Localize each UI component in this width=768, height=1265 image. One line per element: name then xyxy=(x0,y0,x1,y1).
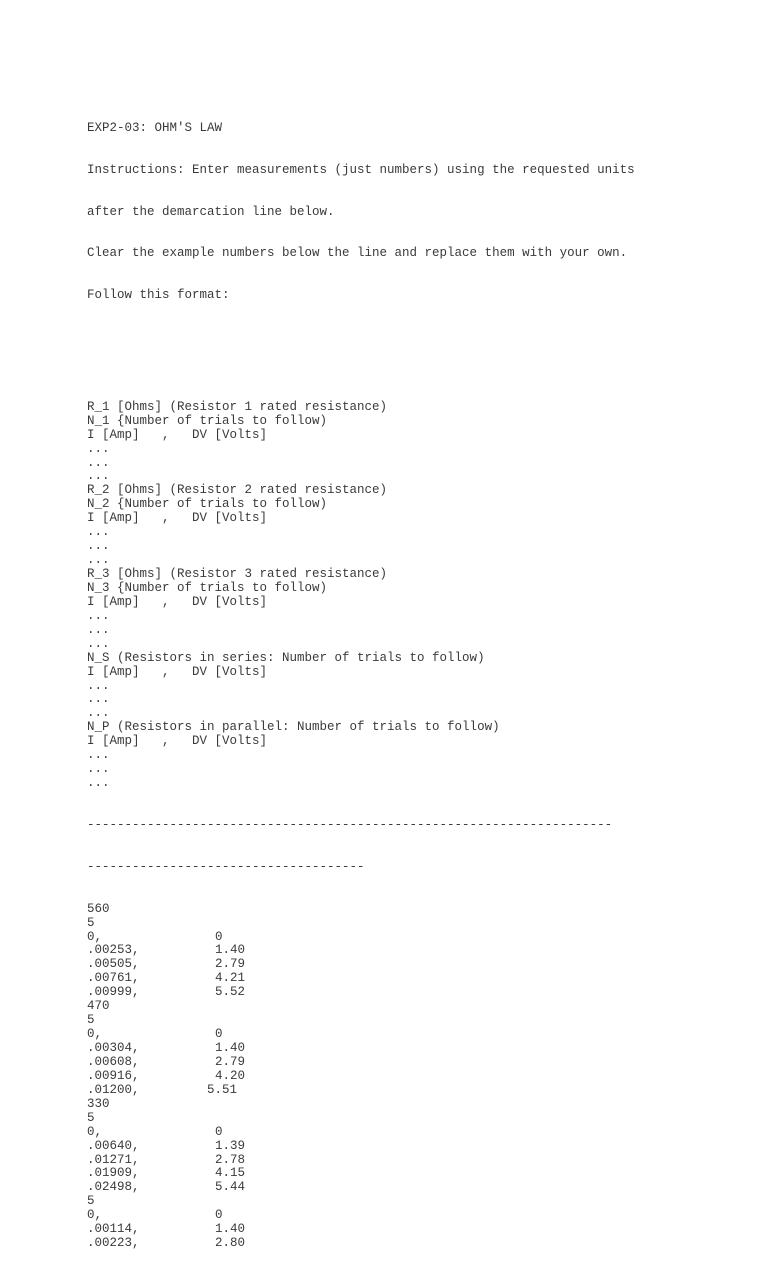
data-row xyxy=(87,1084,727,1098)
data-row xyxy=(87,917,727,931)
voltage-value: 4.15 xyxy=(215,1166,246,1181)
data-row xyxy=(87,1056,727,1070)
data-row xyxy=(87,903,727,917)
instructions-line: Instructions: Enter measurements (just numbers) using the requested units xyxy=(87,162,635,177)
current-value: .02498, xyxy=(87,1180,140,1195)
voltage-value: 0 xyxy=(215,1124,223,1139)
format-line: ... xyxy=(87,539,110,554)
current-value: 0, xyxy=(87,1124,103,1139)
data-row xyxy=(87,958,727,972)
current-value: .00304, xyxy=(87,1041,140,1055)
instructions-line: Clear the example numbers below the line and replace them with your own. xyxy=(87,246,628,261)
current-value: 5 xyxy=(87,1013,95,1028)
current-value: .00505, xyxy=(87,957,140,972)
voltage-value: 0 xyxy=(215,929,223,944)
format-spec xyxy=(87,401,727,791)
current-value: .00999, xyxy=(87,985,140,1000)
document-body xyxy=(87,66,727,1265)
current-value: .01271, xyxy=(87,1152,140,1167)
data-row xyxy=(87,1167,727,1181)
data-row xyxy=(87,1126,727,1140)
voltage-value: 0 xyxy=(215,1027,223,1042)
separator-line: ---------------------------------------------------------------------- xyxy=(87,817,613,832)
data-row xyxy=(87,1209,727,1223)
format-line: ... xyxy=(87,762,110,777)
format-line: N_2 {Number of trials to follow) xyxy=(87,497,328,512)
voltage-value: 5.51 xyxy=(207,1082,238,1097)
voltage-value: 1.40 xyxy=(215,1222,246,1237)
instructions-line: Follow this format: xyxy=(87,288,230,303)
data-row xyxy=(87,1181,727,1195)
data-row xyxy=(87,1070,727,1084)
voltage-value: 1.39 xyxy=(215,1138,246,1153)
data-row xyxy=(87,1112,727,1126)
current-value: .00916, xyxy=(87,1068,140,1083)
document-title: EXP2-03: OHM'S LAW xyxy=(87,120,223,135)
current-value: .01909, xyxy=(87,1166,140,1181)
blank-line xyxy=(87,359,727,373)
current-value: 0, xyxy=(87,1208,103,1223)
format-line: I [Amp] , DV [Volts] xyxy=(87,511,268,526)
format-line: I [Amp] , DV [Volts] xyxy=(87,664,268,679)
voltage-value: 5.52 xyxy=(215,985,246,1000)
format-line: ... xyxy=(87,441,110,456)
current-value: .00223, xyxy=(87,1236,140,1251)
data-row xyxy=(87,972,727,986)
current-value: 470 xyxy=(87,999,110,1014)
format-line: R_1 [Ohms] (Resistor 1 rated resistance) xyxy=(87,399,388,414)
format-line: N_1 {Number of trials to follow) xyxy=(87,413,328,428)
format-line: ... xyxy=(87,622,110,637)
instructions-header xyxy=(87,94,727,331)
data-row xyxy=(87,1042,727,1056)
current-value: 0, xyxy=(87,929,103,944)
format-line: N_P (Resistors in parallel: Number of trials to follow) xyxy=(87,720,500,735)
format-line: ... xyxy=(87,525,110,540)
data-row xyxy=(87,1154,727,1168)
instructions-line: after the demarcation line below. xyxy=(87,204,335,219)
current-value: 5 xyxy=(87,1110,95,1125)
format-line: I [Amp] , DV [Volts] xyxy=(87,427,268,442)
data-row xyxy=(87,944,727,958)
format-line: ... xyxy=(87,553,110,568)
voltage-value: 2.78 xyxy=(215,1152,246,1167)
format-line: N_S (Resistors in series: Number of trials to follow) xyxy=(87,650,485,665)
data-row xyxy=(87,1000,727,1014)
current-value: 5 xyxy=(87,915,95,930)
format-line: R_2 [Ohms] (Resistor 2 rated resistance) xyxy=(87,483,388,498)
current-value: .00640, xyxy=(87,1138,140,1153)
current-value: .00253, xyxy=(87,943,140,958)
voltage-value: 4.20 xyxy=(215,1068,246,1083)
format-line: ... xyxy=(87,469,110,484)
voltage-value: 2.79 xyxy=(215,957,246,972)
format-line: ... xyxy=(87,678,110,693)
voltage-value: 1.40 xyxy=(215,1041,246,1055)
voltage-value: 5.44 xyxy=(215,1180,246,1195)
current-value: .00608, xyxy=(87,1054,140,1069)
voltage-value: 0 xyxy=(215,1208,223,1223)
current-value: 5 xyxy=(87,1194,95,1209)
format-line: I [Amp] , DV [Volts] xyxy=(87,594,268,609)
format-line: ... xyxy=(87,748,110,763)
format-line: ... xyxy=(87,706,110,721)
voltage-value: 4.21 xyxy=(215,971,246,986)
current-value: 330 xyxy=(87,1096,110,1111)
format-line: ... xyxy=(87,608,110,623)
data-row xyxy=(87,1195,727,1209)
data-row xyxy=(87,1098,727,1112)
current-value: .01200, xyxy=(87,1082,140,1097)
separator-line-continued: ------------------------------------- xyxy=(87,859,365,874)
format-line: ... xyxy=(87,692,110,707)
format-line: ... xyxy=(87,776,110,791)
voltage-value: 2.80 xyxy=(215,1236,246,1251)
data-row xyxy=(87,931,727,945)
data-row xyxy=(87,1140,727,1154)
current-value: .00114, xyxy=(87,1222,140,1237)
data-row xyxy=(87,1028,727,1042)
format-line: R_3 [Ohms] (Resistor 3 rated resistance) xyxy=(87,567,388,582)
data-row xyxy=(87,986,727,1000)
format-line: ... xyxy=(87,636,110,651)
data-row xyxy=(87,1237,727,1251)
voltage-value: 1.40 xyxy=(215,943,246,958)
current-value: 560 xyxy=(87,901,110,916)
voltage-value: 2.79 xyxy=(215,1054,246,1069)
format-line: I [Amp] , DV [Volts] xyxy=(87,734,268,749)
current-value: .00761, xyxy=(87,971,140,986)
measurement-data xyxy=(87,903,727,1251)
format-line: N_3 {Number of trials to follow) xyxy=(87,580,328,595)
data-row xyxy=(87,1223,727,1237)
format-line: ... xyxy=(87,455,110,470)
data-row xyxy=(87,1014,727,1028)
current-value: 0, xyxy=(87,1027,103,1042)
